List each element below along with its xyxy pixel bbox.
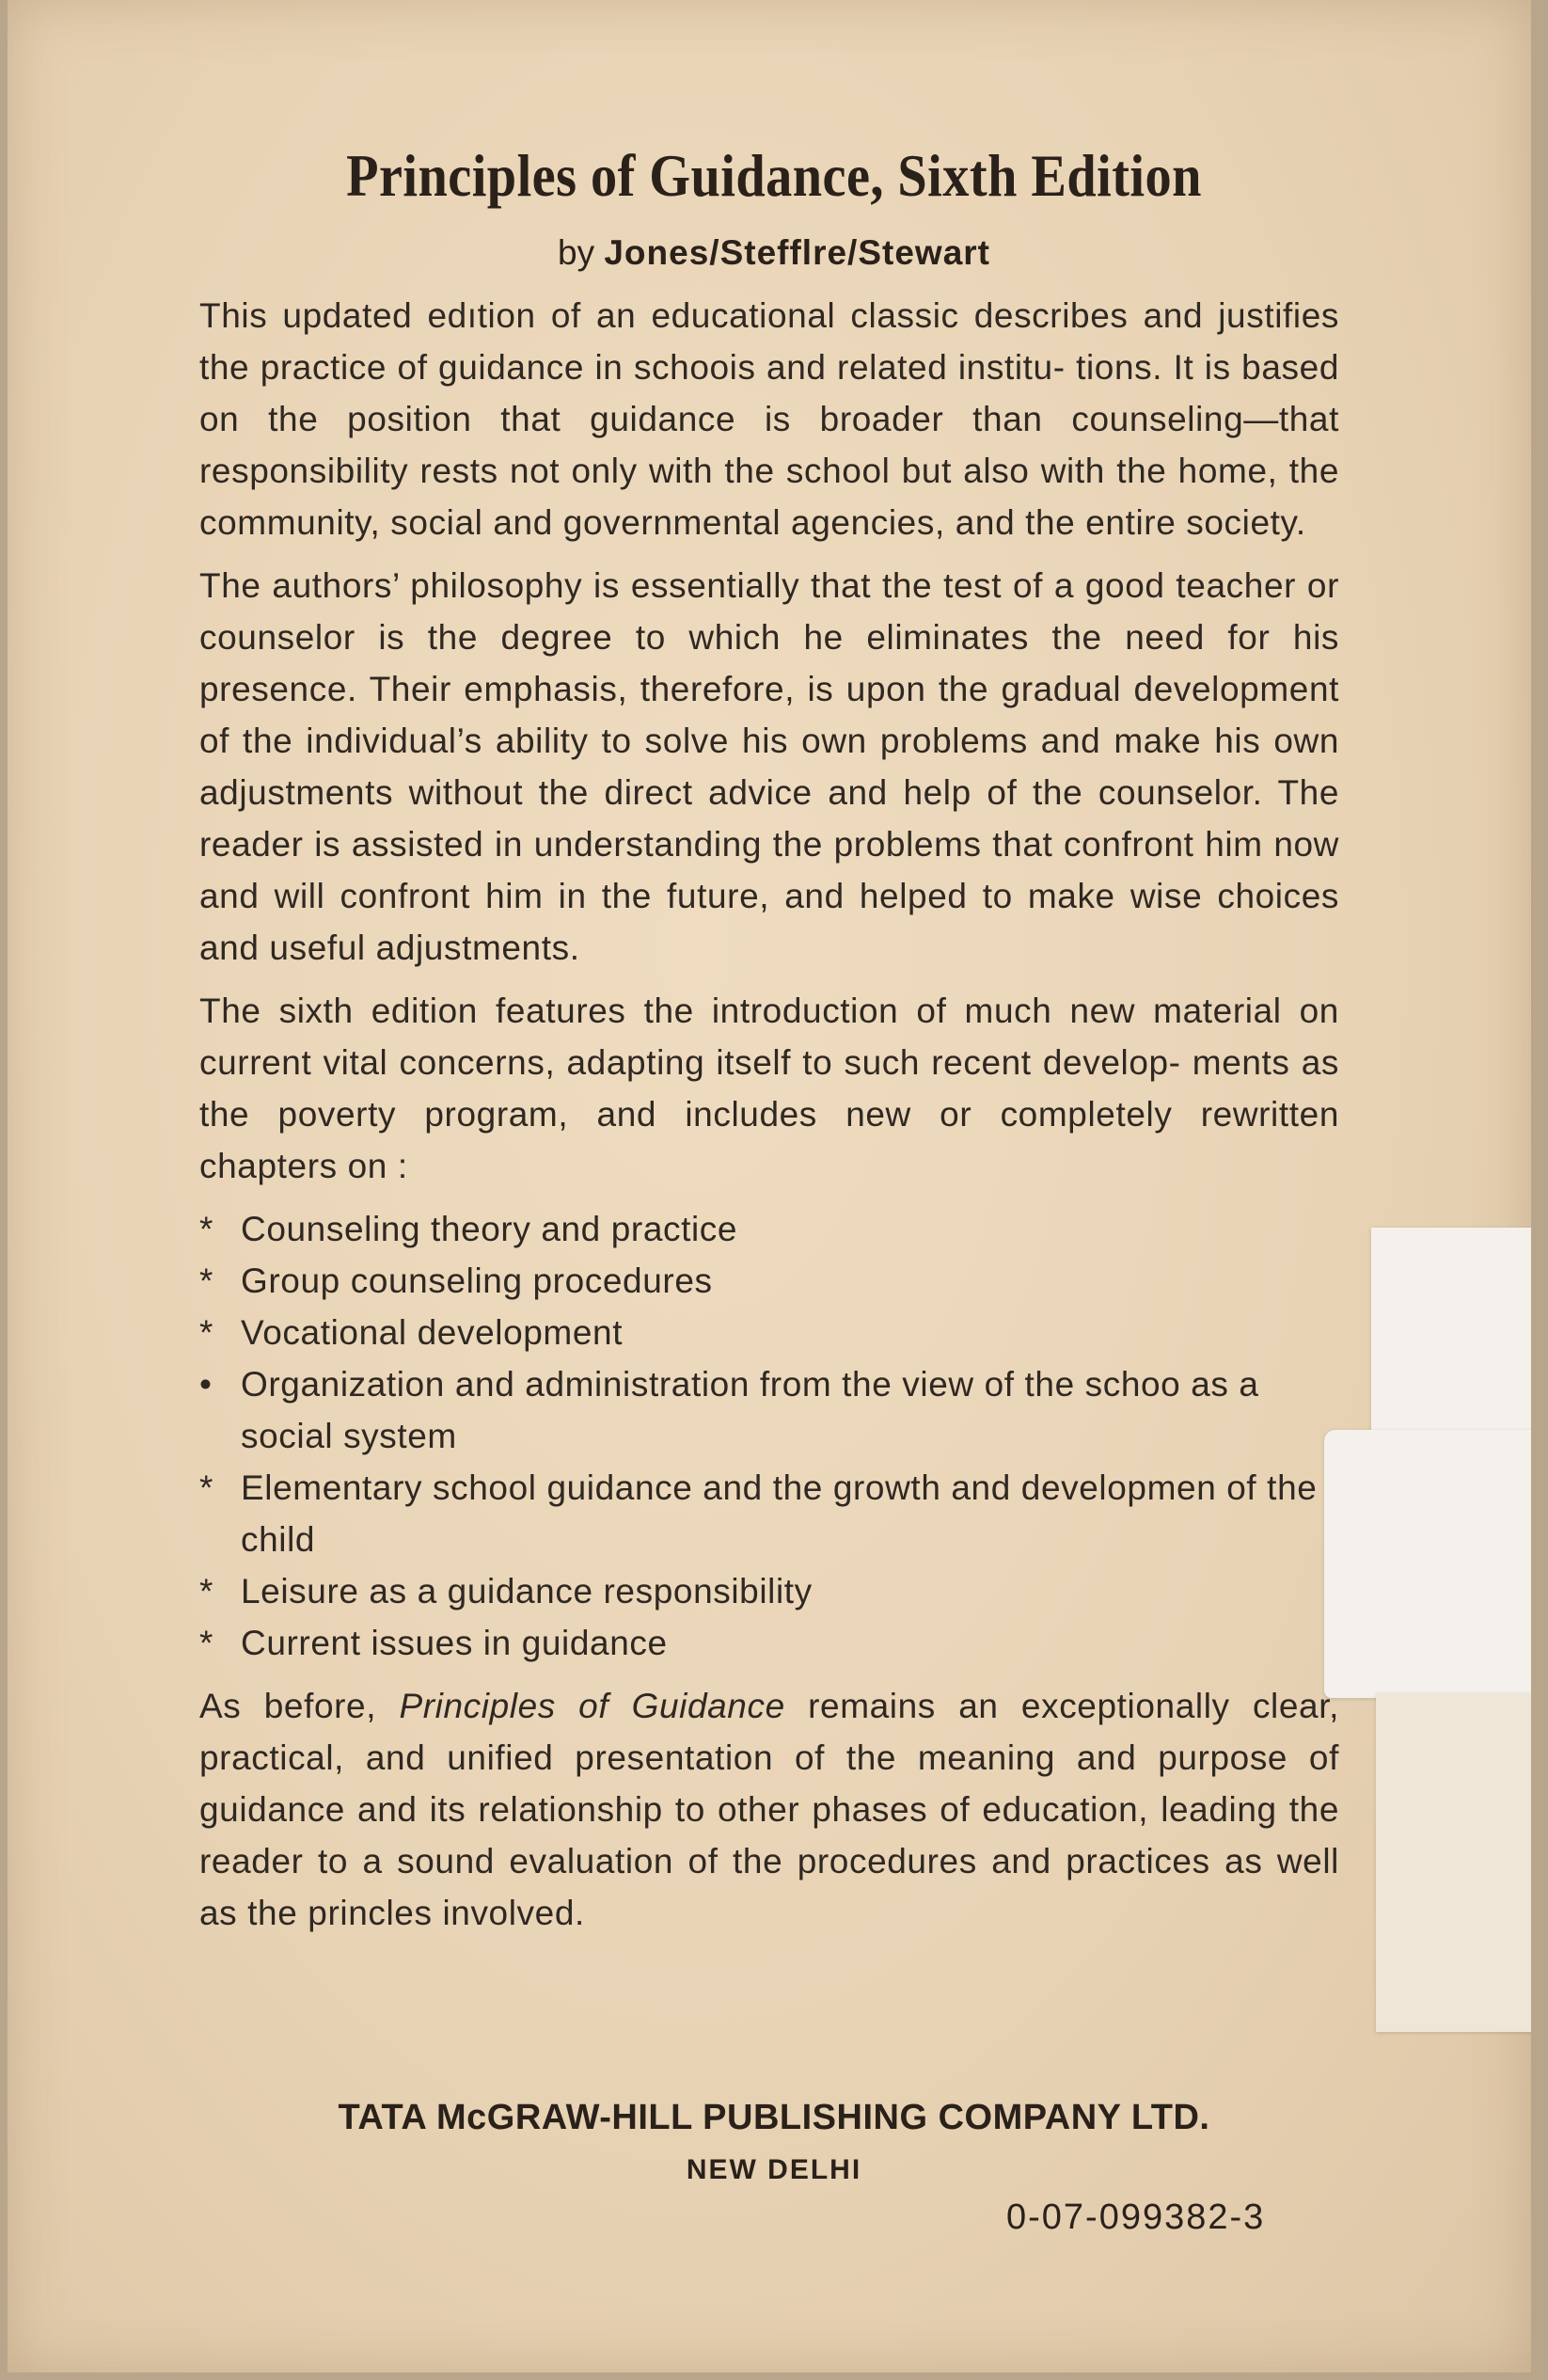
feature-item (199, 1462, 1339, 1565)
feature-text: Elementary school guidance and the growth and developmen of the child (241, 1468, 1318, 1559)
feature-item (199, 1203, 1339, 1255)
bullet-marker: * (199, 1210, 213, 1248)
byline-prefix: by (558, 233, 595, 272)
book-title: Principles of Guidance, Sixth Edition (346, 142, 1202, 209)
closing-lead: As before, (199, 1687, 377, 1725)
paragraph: The sixth edition features the introduction of much new material on current vital concerns, adapting itself to such recent develop- ments as the poverty program, and includes new or completely rewritten chapters on : (199, 992, 1339, 1185)
authors: Jones/Stefflre/Stewart (604, 233, 990, 272)
bullet-marker: * (199, 1313, 213, 1352)
feature-text: Current issues in guidance (241, 1624, 668, 1662)
bullet-marker: * (199, 1624, 213, 1662)
feature-text: Leisure as a guidance responsibility (241, 1572, 813, 1610)
byline (0, 233, 1548, 273)
feature-text: Vocational development (241, 1313, 624, 1352)
isbn: 0-07-099382-3 (1006, 2198, 1266, 2237)
bullet-marker: * (199, 1572, 213, 1610)
feature-text: Organization and administration from the view of the schoo as a social system (241, 1365, 1259, 1455)
paragraph: This updated edıtion of an educational classic describes and justifies the practice of guidance in schoois and related institu- tions. It is based on the position that guidance is broader than counseling—that responsibility rests not only with the school but also with the home, the community, social and governmental agencies, and the entire society. (199, 296, 1339, 542)
feature-item (199, 1307, 1339, 1358)
feature-item (199, 1255, 1339, 1307)
sticker-patch (1371, 1228, 1531, 1444)
sticker-patch (1376, 1693, 1531, 2032)
feature-text: Counseling theory and practice (241, 1210, 738, 1248)
closing-rest: remains an exceptionally clear, practical, and unified presentation of the meaning and purpose of guidance and its relationship to other phases of education, leading the reader to a sound evaluation of the procedures and practices as well as the princles involved. (199, 1687, 1339, 1932)
feature-text: Group counseling procedures (241, 1261, 713, 1300)
feature-item (199, 1358, 1339, 1462)
feature-item (199, 1617, 1339, 1669)
closing-book-title: Principles of Guidance (399, 1687, 785, 1725)
publisher-city: NEW DELHI (686, 2154, 862, 2185)
sticker-patch (1324, 1430, 1531, 1698)
publisher-name: TATA McGRAW-HILL PUBLISHING COMPANY LTD. (338, 2098, 1210, 2137)
bullet-marker: * (199, 1261, 213, 1300)
closing-paragraph (199, 1680, 1339, 1939)
blurb-body (199, 290, 1339, 1950)
feature-list (199, 1203, 1339, 1669)
bullet-marker: • (199, 1365, 213, 1404)
paragraph: The authors’ philosophy is essentially that the test of a good teacher or counselor is the degree to which he eliminates the need for his presence. Their emphasis, therefore, is upon the gradual development of the individual’s ability to solve his own problems and make his own adjustments without the direct advice and help of the counselor. The reader is assisted in understanding the problems that confront him now and will confront him in the future, and helped to make wise choices and useful adjustments. (199, 566, 1339, 967)
bullet-marker: * (199, 1468, 213, 1507)
feature-item (199, 1565, 1339, 1617)
